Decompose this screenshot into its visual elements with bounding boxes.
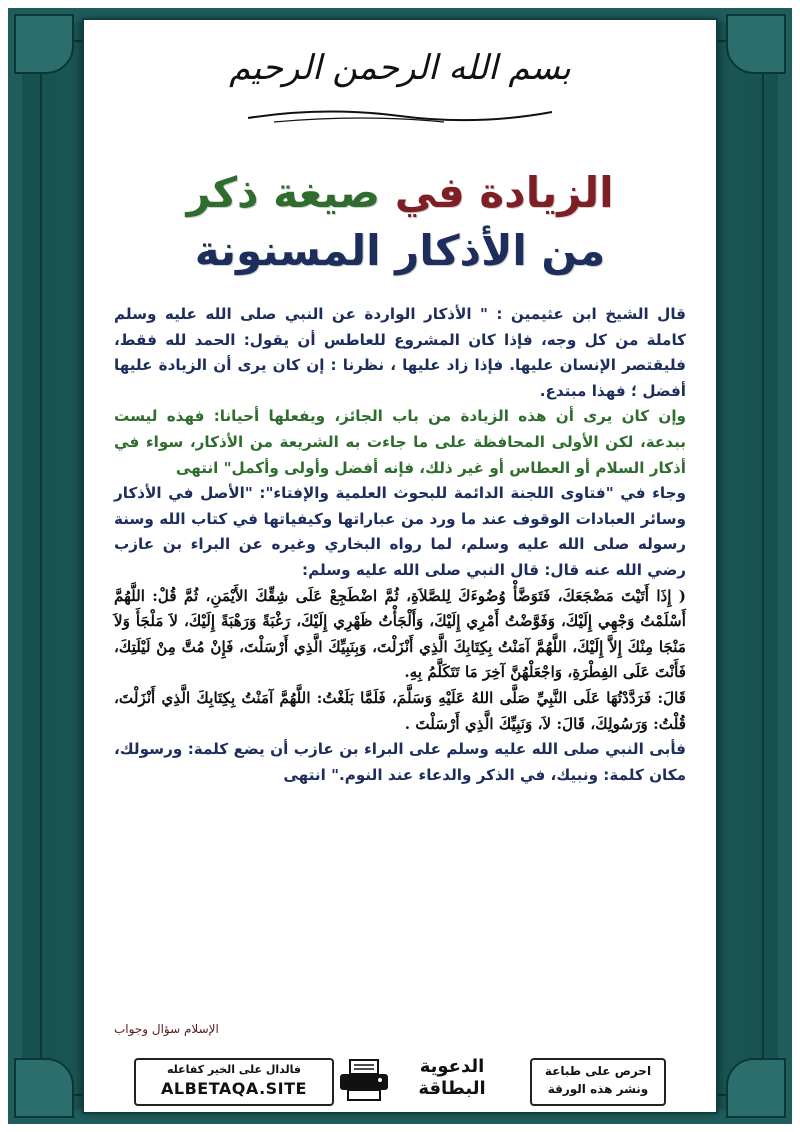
frame-corner-bottom-right — [726, 1058, 786, 1118]
paper-card — [84, 20, 716, 1112]
frame-corner-top-right — [726, 14, 786, 74]
hadith-continuation: قَالَ: فَرَدَّدْتُهَا عَلَى النَّبِيِّ صَلَّى اللهُ عَلَيْهِ وَسَلَّمَ، فَلَمَّا بَلَغْتُ: اللَّهُمَّ آمَنْتُ بِكِتَابِكَ الَّذِي أَنْزَلْتَ، قُلْتُ: وَرَسُولِكَ، قَالَ: لاَ، وَنَبِيِّكَ الَّذِي أَرْسَلْتَ . — [114, 688, 686, 733]
paragraph-fatwa: وجاء في "فتاوى اللجنة الدائمة للبحوث العلمية والإفتاء": "الأصل في الأذكار وسائر العبادات الوقوف عند ما ورد من عباراتها وكيفياتها في كتاب الله وسنة رسوله صلى الله عليه وسلم، لما رواه البخاري وغيره عن البراء بن عازب رضي الله عنه قال: قال النبي صلى الله عليه وسلم: — [114, 484, 686, 579]
title-word-ziyada: الزيادة — [479, 168, 614, 217]
footer-reminder-line-1: احرص على طباعة — [544, 1064, 652, 1078]
title-line-1 — [84, 168, 716, 217]
title-word-sighat-dhikr: صيغة ذكر — [186, 168, 381, 217]
title-line-2: من الأذكار المسنونة — [194, 226, 606, 275]
title-word-fi: في — [394, 168, 465, 217]
frame-corner-top-left — [14, 14, 74, 74]
paragraph-permissible: وإن كان يرى أن هذه الزيادة من باب الجائز، ويفعلها أحيانا: فهذه ليست ببدعة، لكن الأولى المحافظة على ما جاءت به الشريعة من الأذكار، سواء في أذكار السلام أو العطاس أو غير ذلك، فإنه أفضل وأولى وأكمل" انتهى — [114, 407, 686, 477]
article-body — [114, 302, 686, 788]
printer-icon — [334, 1058, 394, 1102]
footer-website-box — [134, 1058, 334, 1106]
footer-proverb: فالدال على الخير كفاعله — [166, 1063, 302, 1076]
footer-print-reminder — [530, 1058, 666, 1106]
footer-reminder-line-2: ونشر هذه الورقة — [547, 1082, 649, 1096]
footer-website-link[interactable]: ALBETAQA.SITE — [161, 1079, 307, 1098]
logo-text: الدعوية البطاقة — [418, 1056, 486, 1099]
footer — [134, 1054, 666, 1106]
paragraph-ibn-uthaymeen: قال الشيخ ابن عثيمين : " الأذكار الواردة عن النبي صلى الله عليه وسلم كاملة من كل وجه، فإذا كان المشروع للعاطس أن يقول: الحمد لله فقط، فليقتصر الإنسان عليها. فإذا زاد عليها ، نظرنا : إن كان يرى أن الزيادة عليها أفضل ؛ فهذا مبتدع. — [114, 305, 686, 400]
paragraph-conclusion: فأبى النبي صلى الله عليه وسلم على البراء بن عازب أن يضع كلمة: ورسولك، مكان كلمة: ونبيك، في الذكر والدعاء عند النوم." انتهى — [114, 740, 686, 784]
basmala-calligraphy: بسم الله الرحمن الرحيم — [229, 48, 571, 88]
source-attribution: الإسلام سؤال وجواب — [114, 1022, 219, 1036]
calligraphy-flourish — [244, 104, 556, 126]
albetaqa-logo — [400, 1054, 504, 1106]
hadith-text: ( إِذَا أَتَيْتَ مَضْجَعَكَ، فَتَوَضَّأْ وُضُوءَكَ لِلصَّلاَةِ، ثُمَّ اضْطَجِعْ عَلَى شِقِّكَ الأَيْمَنِ، ثُمَّ قُلْ: اللَّهُمَّ أَسْلَمْتُ وَجْهِي إِلَيْكَ، وَفَوَّضْتُ أَمْرِي إِلَيْكَ، وَأَلْجَأْتُ ظَهْرِي إِلَيْكَ، رَغْبَةً وَرَهْبَةً إِلَيْكَ، لاَ مَلْجَأَ وَلاَ مَنْجَا مِنْكَ إِلاَّ إِلَيْكَ، اللَّهُمَّ آمَنْتُ بِكِتَابِكَ الَّذِي أَنْزَلْتَ، وَبِنَبِيِّكَ الَّذِي أَرْسَلْتَ، فَإِنْ مُتَّ مِنْ لَيْلَتِكَ، فَأَنْتَ عَلَى الفِطْرَةِ، وَاجْعَلْهُنَّ آخِرَ مَا تَتَكَلَّمُ بِهِ. — [114, 586, 686, 682]
frame-corner-bottom-left — [14, 1058, 74, 1118]
